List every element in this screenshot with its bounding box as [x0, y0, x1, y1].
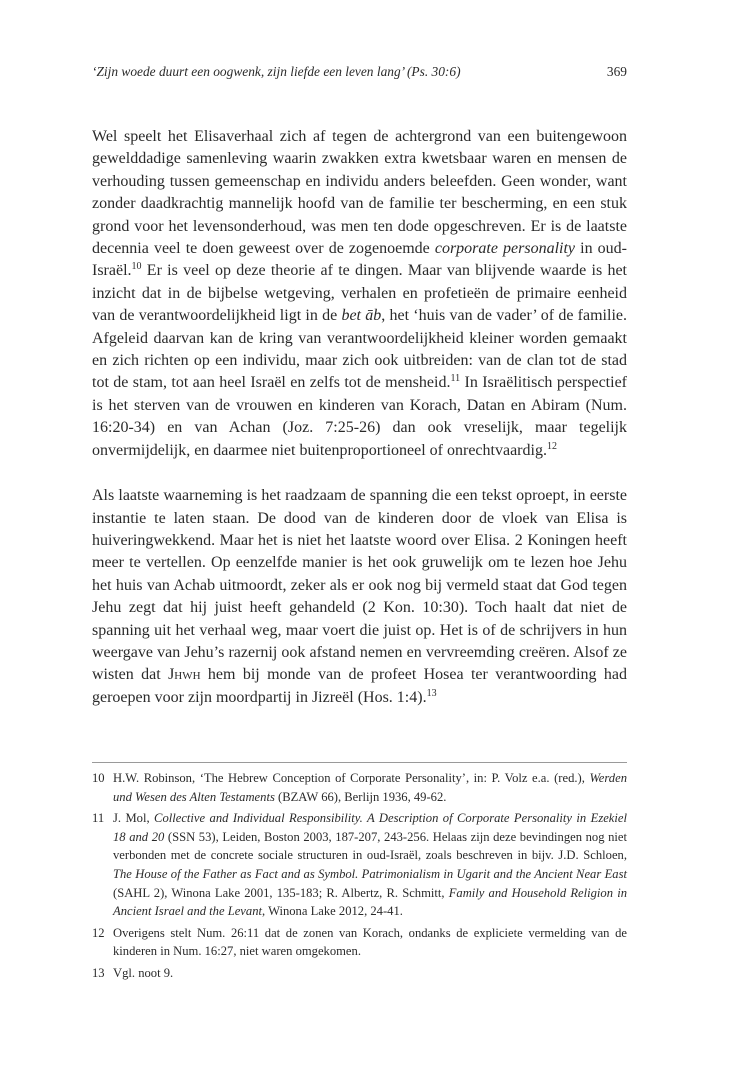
footnote-number: 13	[92, 965, 105, 980]
footnote	[92, 809, 627, 921]
italic-term: bet āb	[341, 307, 382, 325]
footnote-italic: Werden und Wesen des Alten Testaments	[113, 771, 627, 804]
footnote-text: (SSN 53), Leiden, Boston 2003, 187-207, 243-256. Helaas zijn deze bevindingen nog niet verbonden met de concrete sociale structuren in oud-Israël, zoals beschreven in bijv. J.D. Schloen,	[113, 829, 628, 863]
text-run: Wel speelt het Elisaverhaal zich af tegen de achtergrond van een buitengewoon gewelddadige samenleving waarin zwakken extra kwetsbaar waren en mensen de verhouding tussen gemeenschap en individu anders beleefden. Geen wonder, want zonder daadkrachtig mannelijk hoofd van de familie ter bescherming, en een stuk grond voor het levensonderhoud, was men ten dode opgeschreven. Er is de laatste decennia veel te doen geweest over de zogenoemde	[92, 128, 627, 258]
footnote-text: Vgl. noot 9.	[113, 965, 174, 980]
text-run: Er is veel op deze theorie af te dingen. Maar van blijvende waarde is het inzicht dat in de bijbelse wetgeving, verhalen en profetieën de primaire eenheid van de verantwoordelijkheid ligt in de	[92, 262, 627, 325]
italic-term: corporate personality	[434, 240, 576, 258]
text-run: Als laatste waarneming is het raadzaam de spanning die een tekst oproept, in eerste instantie te laten staan. De dood van de kinderen door de vloek van Elisa is huiveringwekkend. Maar het is niet het laatste woord over Elisa. 2 Koningen heeft meer te vertellen. Op eenzelfde manier is het ook gruwelijk om te lezen hoe Jehu het huis van Achab uitmoordt, zeker als er ook nog bij vermeld staat dat God tegen Jehu zegt dat hij juist heeft gehandeld (2 Kon. 10:30). Toch haalt dat niet de spanning uit het verhaal weg, maar voert die juist op. Het is of de schrijvers in hun weergave van Jehu’s razernij ook afstand nemen en vervreemding creëren. Alsof ze wisten dat	[92, 487, 627, 684]
text-run: In Israëlitisch perspectief is het sterven van de vrouwen en kinderen van Korach, Datan en Abiram (Num. 16:20-34) en van Achan (Joz. 7:25-26) dan ook vreselijk, maar tegelijk onvermijdelijk, en daarmee niet buitenproportioneel of onrechtvaardig.	[92, 374, 628, 459]
text-run: in oud-Israël.	[92, 240, 628, 280]
footnote-ref-10[interactable]: 10	[131, 261, 142, 273]
footnote-divider	[92, 762, 627, 763]
footnote-number: 12	[92, 925, 105, 940]
main-text	[92, 126, 627, 732]
running-title: ‘Zijn woede duurt een oogwenk, zijn liefde een leven lang’ (Ps. 30:6)	[92, 64, 461, 79]
footnote-ref-12[interactable]: 12	[546, 440, 557, 452]
footnote-ref-11[interactable]: 11	[450, 373, 461, 385]
text-run: hem bij monde van de profeet Hosea ter verantwoording had geroepen voor zijn moordpartij in Jizreël (Hos. 1:4).	[92, 666, 627, 706]
footnote-text: H.W. Robinson, ‘The Hebrew Conception of Corporate Personality’, in: P. Volz e.a. (red.),	[113, 771, 590, 785]
footnote-italic: Collective and Individual Responsibility. A Description of Corporate Personality in Ezekiel 18 and 20	[113, 811, 627, 844]
footnote	[92, 924, 627, 961]
footnote	[92, 964, 627, 983]
page-number: 369	[606, 64, 627, 79]
divine-name: Jhwh	[168, 666, 201, 684]
footnote-text: , Winona Lake 2012, 24-41.	[262, 904, 403, 919]
footnote-number: 11	[92, 811, 105, 826]
footnote-text: (BZAW 66), Berlijn 1936, 49-62.	[274, 789, 447, 804]
paragraph-2	[92, 485, 627, 709]
paragraph-1	[92, 126, 627, 462]
footnote-ref-13[interactable]: 13	[426, 687, 437, 699]
footnote-italic: Family and Household Religion in Ancient Israel and the Levant	[113, 885, 627, 919]
footnotes	[92, 769, 627, 986]
text-run: , het ‘huis van de vader’ of de familie. Afgeleid daarvan kan de kring van verantwoordelijkheid kleiner worden gemaakt en zich richten op een individu, maar zich ook uitbreiden: van de clan tot de stad tot de stam, tot aan heel Israël en zelfs tot de mensheid.	[92, 307, 627, 392]
footnote-text: J. Mol,	[113, 811, 155, 826]
running-header	[92, 61, 627, 83]
footnote-text: Overigens stelt Num. 26:11 dat de zonen van Korach, ondanks de expliciete vermelding van de kinderen in Num. 16:27, niet waren omgekomen.	[113, 925, 627, 959]
footnote	[92, 769, 627, 806]
footnote-italic: The House of the Father as Fact and as Symbol. Patrimonialism in Ugarit and the Ancient Near East	[113, 866, 627, 881]
footnote-number: 10	[92, 771, 105, 785]
footnote-text: (SAHL 2), Winona Lake 2001, 135-183; R. Albertz, R. Schmitt,	[113, 885, 449, 900]
